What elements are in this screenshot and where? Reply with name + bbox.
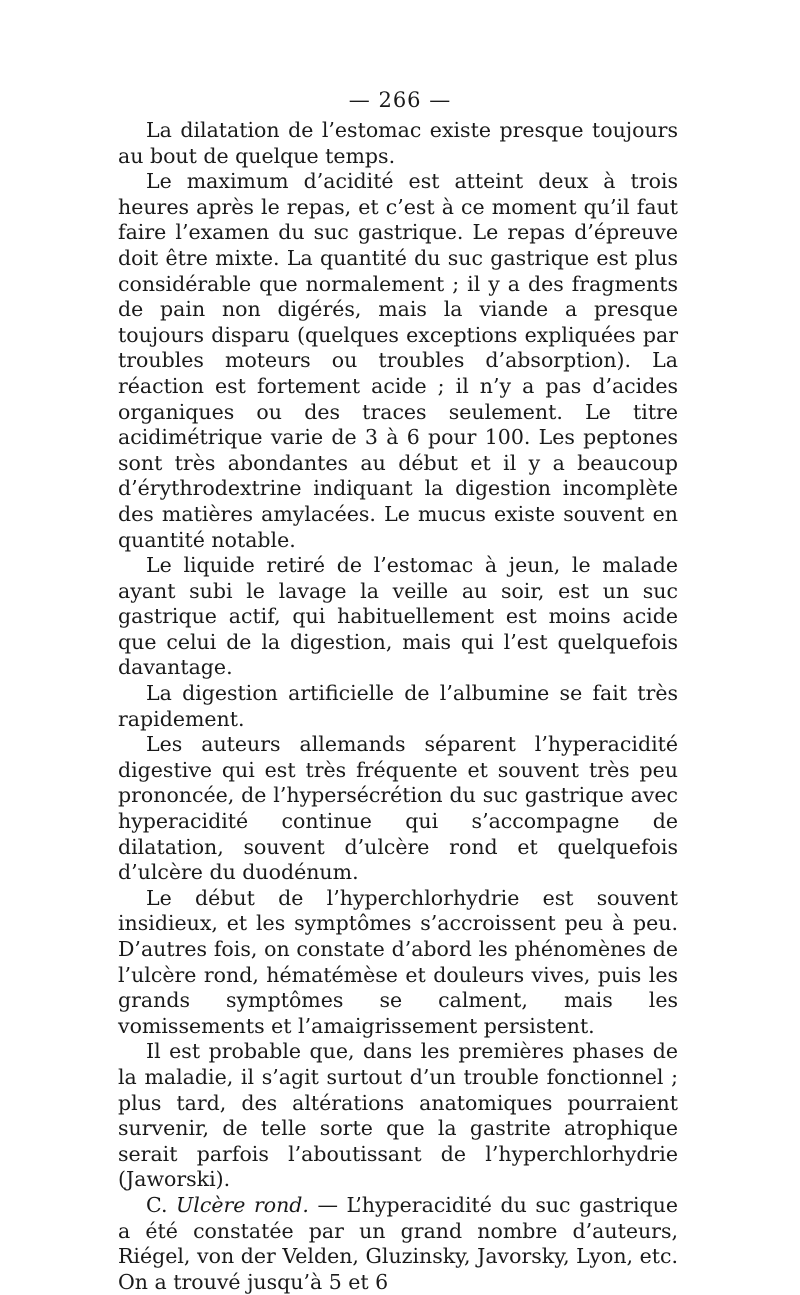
paragraph: Le maximum d’acidité est atteint deux à trois heures après le repas, et c’est à ce moment qu’il faut faire l’examen du suc gastrique. Le repas d’épreuve doit être mixte. La quantité du suc gastrique est plus considérable que normalement ; il y a des fragments de pain non digérés, mais la viande a presque toujours disparu (quelques exceptions expliquées par troubles moteurs ou troubles d’absorption). La réaction est fortement acide ; il n’y a pas d’acides organiques ou des traces seulement. Le titre acidimétrique varie de 3 à 6 pour 100. Les peptones sont très abondantes au début et il y a beaucoup d’érythrodextrine indiquant la digestion incomplète des matières amylacées. Le mucus existe souvent en quantité notable. (118, 169, 678, 552)
section-label: C. (146, 1192, 168, 1217)
paragraph: Le liquide retiré de l’estomac à jeun, le malade ayant subi le lavage la veille au soir, est un suc gastrique actif, qui habituellement est moins acide que celui de la digestion, mais qui l’est quelquefois davantage. (118, 553, 678, 680)
paragraph: Le début de l’hyperchlorhydrie est souvent insidieux, et les symptômes s’accroissent peu à peu. D’autres fois, on constate d’abord les phénomènes de l’ulcère rond, hématémèse et douleurs vives, puis les grands symptômes se calment, mais les vomissements et l’amaigrissement persistent. (118, 885, 678, 1038)
page-number: — 266 — (348, 88, 452, 112)
body-text (118, 118, 678, 1295)
section-title: Ulcère rond. (176, 1192, 309, 1217)
section-text: — L’hyperacidité du suc gastrique a été constatée par un grand nombre d’auteurs, Riégel, von der Velden, Gluzinsky, Javorsky, Lyon, etc. On a trouvé jusqu’à 5 et 6 (118, 1192, 678, 1294)
section-c-paragraph (118, 1193, 678, 1295)
paragraph: La digestion artificielle de l’albumine se fait très rapidement. (118, 681, 678, 731)
paragraph: Il est probable que, dans les premières phases de la maladie, il s’agit surtout d’un trouble fonctionnel ; plus tard, des altérations anatomiques pourraient survenir, de telle sorte que la gastrite atrophique serait parfois l’aboutissant de l’hyperchlorhydrie (Jaworski). (118, 1039, 678, 1192)
paragraph: Les auteurs allemands séparent l’hyperacidité digestive qui est très fréquente et souvent très peu prononcée, de l’hypersécrétion du suc gastrique avec hyperacidité continue qui s’accompagne de dilatation, souvent d’ulcère rond et quelquefois d’ulcère du duodénum. (118, 732, 678, 885)
paragraph: La dilatation de l’estomac existe presque toujours au bout de quelque temps. (118, 118, 678, 168)
